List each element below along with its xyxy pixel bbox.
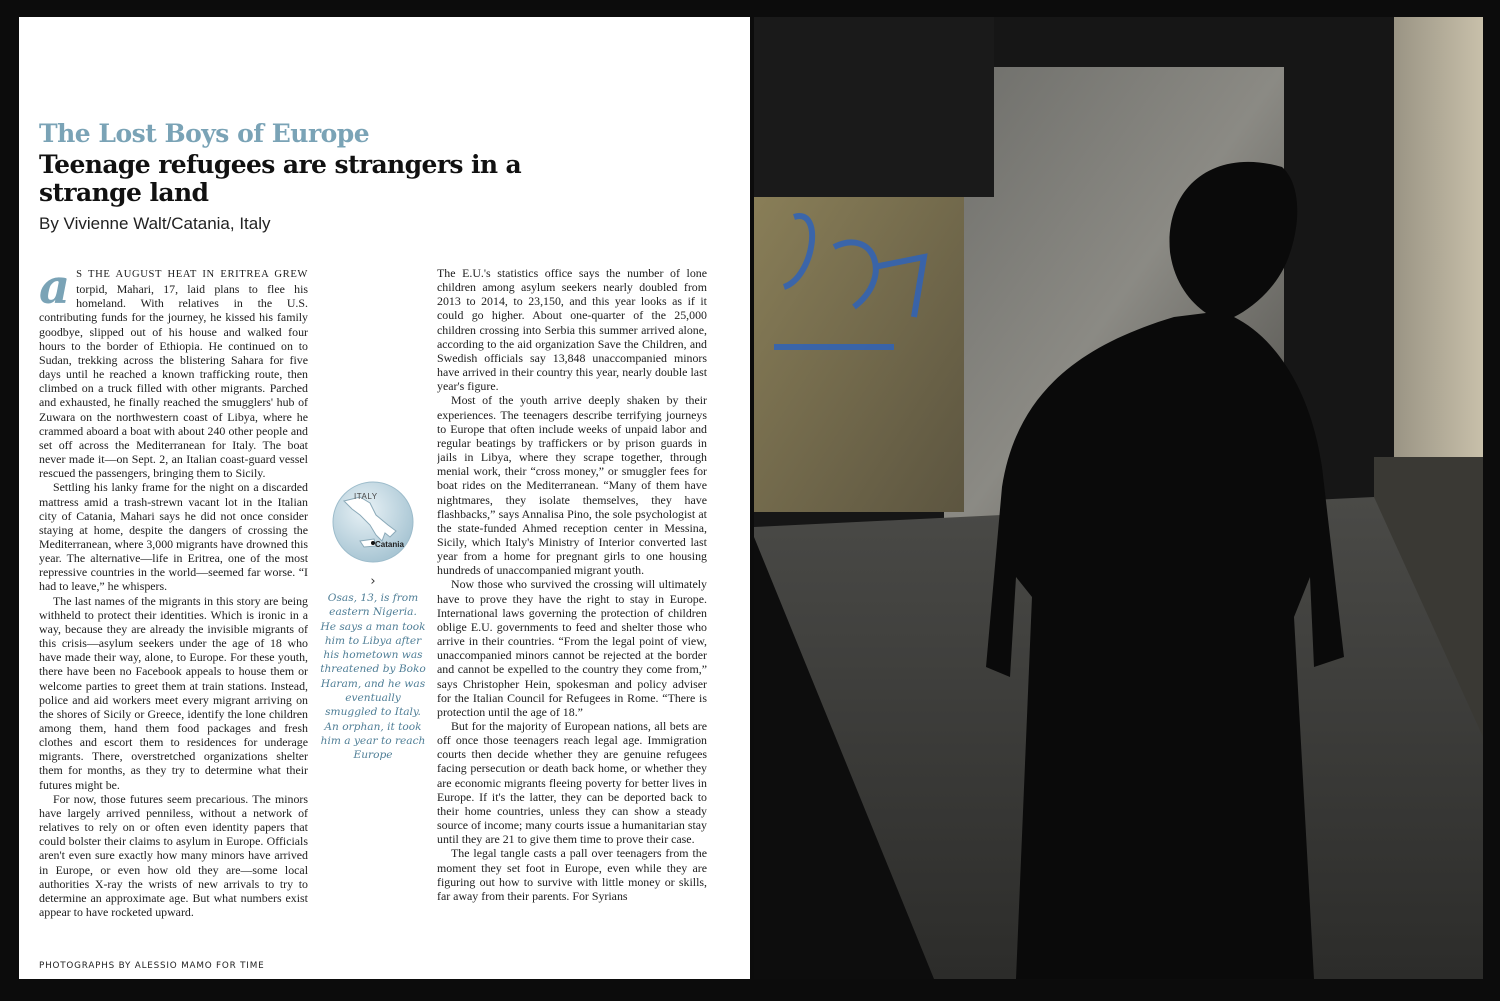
caption-sidebar [320,479,426,763]
paragraph-2: Settling his lanky frame for the night on a discarded mattress amid a trash-strewn vacant lot in the Italian city of Catania, Mahari says he did not once consider staying at home, despite the dangers of crossing the Mediterranean, where 3,000 migrants have drowned this year. The alternative—life in Eritrea, one of the most repressive countries in the world—seemed far worse. “I had to leave,” he whispers. [39,480,308,594]
silhouette-photo [754,17,1483,979]
article-page [19,17,750,979]
article-headline: Teenage refugees are strangers in a strange land [39,150,522,207]
paragraph-5: The E.U.'s statistics office says the number of lone children among asylum seekers nearly doubled from 2013 to 2014, to 23,150, and this year looks as if it could go higher. About one-quarter of the 25,000 children crossing into Serbia this summer arrived alone, according to the aid organization Save the Children, and Swedish officials say 13,848 unaccompanied minors have arrived in their country this year, nearly double last year's figure. [437,266,707,394]
article-column-1 [39,266,308,951]
photo-credit: PHOTOGRAPHS BY ALESSIO MAMO FOR TIME [39,961,265,971]
paragraph-3: The last names of the migrants in this story are being withheld to protect their identities. Which is ironic in a way, because they are already the invisible migrants of this crisis—asylum seekers under the age of 18 who have made their way, alone, to Europe. For these youth, there have been no Facebook appeals to house them or welcome parties to greet them at train stations. Instead, police and aid workers meet every migrant arriving on the shores of Sicily or Greece, identify the lone children among them, hand them food packages and fresh clothes and escort them to residences for underage migrants. There, overstretched organizations shelter them for months, as they try to determine what their futures might be. [39,593,308,792]
paragraph-9: The legal tangle casts a pall over teenagers from the moment they set foot in Europe, even while they are figuring out how to survive with little money or skills, far away from their parents. For Syrians [437,846,707,903]
drop-cap: a [39,266,71,315]
paragraph-1 [39,266,308,480]
map-label-italy: ITALY [354,492,378,501]
photo-illustration [754,17,1483,979]
lead-in: S THE AUGUST HEAT IN ERITREA GREW [76,269,308,280]
article-column-2 [437,266,707,951]
photo-caption: Osas, 13, is from eastern Nigeria. He says a man took him to Libya after his hometown was threatened by Boko Haram, and he was eventually smuggled to Italy. An orphan, it took him a year to reach Europe [320,592,426,762]
paragraph-7: Now those who survived the crossing will ultimately have to prove they have the right to stay in Europe. International laws governing the protection of children oblige E.U. governments to feed and shelter those who arrive in their countries. “From the legal point of view, unaccompanied minors cannot be rejected at the border and cannot be expelled to the country they come from,” says Christopher Hein, spokesman and policy adviser for the Italian Council for Refugees in Rome. “There is protection until the age of 18.” [437,577,707,719]
chevron-right-icon: › [370,574,376,589]
paragraph-6: Most of the youth arrive deeply shaken by their experiences. The teenagers describe terrifying journeys to Europe that often include weeks of unpaid labor and regular beatings by traffickers or by prison guards in jails in Libya, where they scrape together, through menial work, their “cross money,” or smuggler fees for boat rides on the Mediterranean. “Many of them have nightmares, they isolate themselves, they have flashbacks,” says Annalisa Pino, the sole psychologist at the state-funded Ahmed reception center in Messina, Sicily, which Italy's Ministry of Interior converted last year from a home for pregnant girls to one housing hundreds of unaccompanied migrant youth. [437,393,707,578]
paragraph-1-text: torpid, Mahari, 17, laid plans to flee his homeland. With relatives in the U.S. contributing funds for the journey, he kissed his family goodbye, slipped out of his house and walked four hours to the border of Ethiopia. He continued on to Sudan, trekking across the blistering Sahara for five days until he reached a known trafficking route, then climbed on a truck filled with other migrants. Parched and exhausted, he finally reached the smugglers' hub of Zuwara on the northwestern coast of Libya, where he crammed aboard a boat with about 240 other people and set off across the Mediterranean for Italy. The boat never made it—on Sept. 2, an Italian coast-guard vessel rescued the passengers, bringing them to Sicily. [39,282,308,481]
paragraph-4: For now, those futures seem precarious. The minors have largely arrived penniless, without a network of relatives to rely on or often even identity papers that could bolster their claims to asylum in Europe. Officials aren't even sure exactly how many minors have arrived in Europe, or even how old they are—some local authorities X-ray the wrists of new arrivals to try to determine an approximate age. But what numbers exist appear to have rocketed upward. [39,791,308,920]
italy-map [330,479,416,565]
paragraph-8: But for the majority of European nations, all bets are off once those teenagers reach legal age. Immigration courts then decide whether they are genuine refugees facing persecution or death back home, or whether they are economic migrants fleeing poverty for better lives in Europe. If it's the latter, they can be deported back to their home countries, unless they can show a steady source of income; many courts issue a humanitarian stay until they are 21 to give them time to prove their case. [437,719,707,847]
article-byline: By Vivienne Walt/Catania, Italy [39,214,271,233]
upper-shadow [754,17,994,197]
map-label-catania: Catania [375,540,404,549]
article-kicker: The Lost Boys of Europe [39,119,370,148]
